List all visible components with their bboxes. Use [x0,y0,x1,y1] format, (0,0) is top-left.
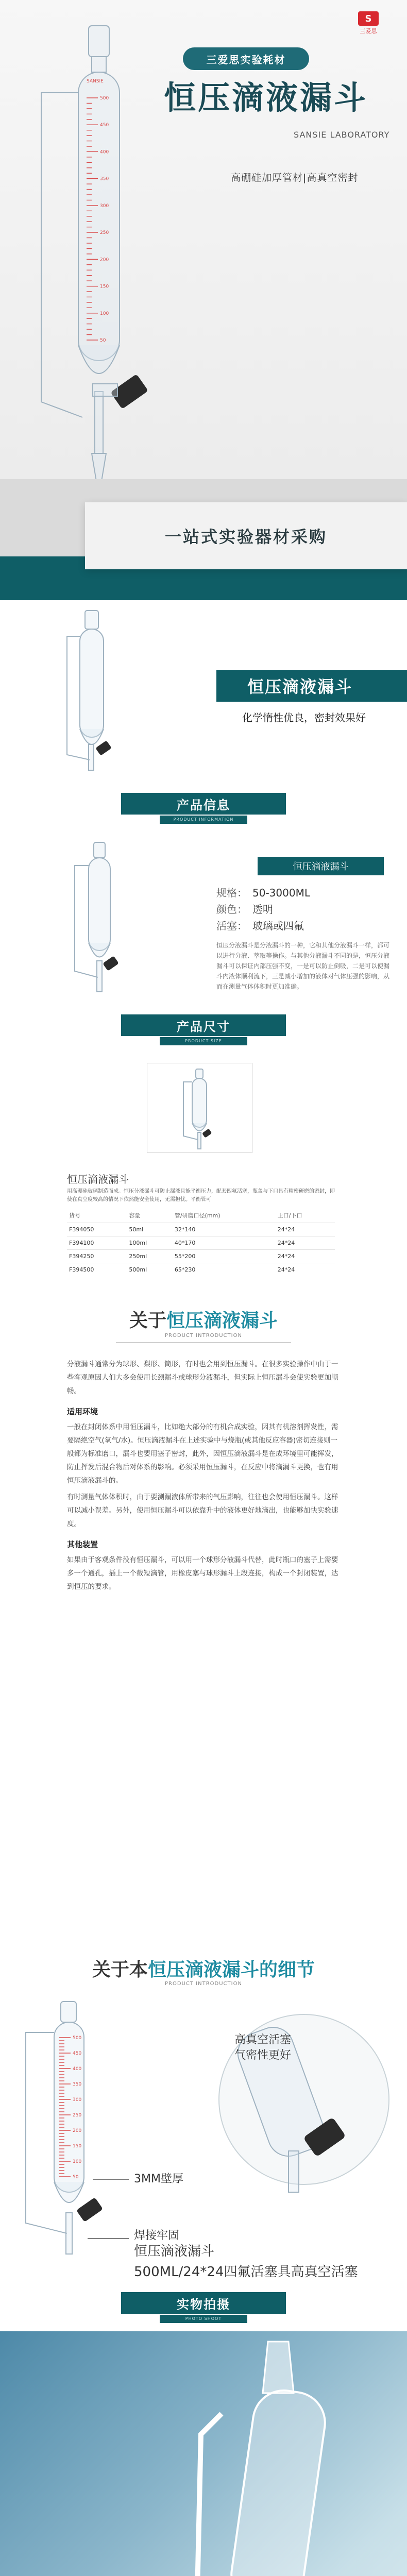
detail-title-highlight: 恒压滴液漏斗的细节 [148,1959,315,1980]
table-row [67,1250,335,1263]
table-row [67,1236,335,1250]
hero-funnel-illustration [21,10,175,489]
slogan-panel [85,502,407,569]
about-paragraph: 如果由于客观条件没有恒压漏斗，可以用一个球形分液漏斗代替，此时瓶口的塞子上需要多一个通孔，插上一个截短滴管，用橡皮塞与球形漏斗上段连接，构成一个封闭装置，达到恒压的要求。 [67,1556,338,1591]
table-cell: 250ml [127,1250,172,1263]
about-section [0,1301,407,1955]
spec-value: 透明 [252,903,273,916]
scale-number: 200 [73,2128,82,2133]
scale-number: 50 [73,2175,79,2180]
detail-section [0,1955,407,2264]
slogan-text: 一站式实验器材采购 [164,527,327,547]
brand-en: SANSIE LABORATORY [294,130,390,140]
size-table [67,1208,335,1276]
brand-pill: 三爱思实验耗材 [183,47,309,70]
detail-note-product: 恒压滴液漏斗 [134,2244,215,2259]
about-subtitle: PRODUCT INTRODUCTION [165,1333,242,1338]
about-title-highlight: 恒压滴液漏斗 [166,1310,278,1331]
scale-number: 250 [73,2113,82,2118]
photo-1-funnel [0,2331,407,2576]
spec-value: 玻璃或四氟 [252,920,304,932]
spec-row-color [216,901,273,916]
product-size-section [0,1054,407,1301]
hero-funnel-label: SANSIE [87,79,104,84]
size-description: 用高硼硅玻璃制造而成。恒压分液漏斗可防止漏液且能平衡压力，配套四氟活塞，瓶盖与下口具有精密研磨的密封，即使在真空度较高的情况下依然能安全使用，无需担忧。平衡管可 [67,1189,335,1202]
product-info-title: 产品信息 [121,793,286,815]
photo-title: 实物拍摄 [121,2292,286,2314]
feature-section [0,600,407,786]
info-funnel-illustration [62,837,144,1002]
spec-key: 规格： [216,887,247,899]
scale-number: 350 [73,2082,82,2087]
spec-row-stopcock [216,918,304,933]
table-cell: F394250 [67,1250,127,1263]
scale-number: 100 [100,311,109,316]
table-cell: 24*24 [276,1263,335,1277]
size-funnel-illustration [175,1066,227,1151]
detail-note-spec: 500ML/24*24四氟活塞具高真空活塞 [134,2264,358,2280]
about-title-prefix: 关于 [129,1310,166,1331]
scale-number: 200 [100,257,109,263]
table-cell: 24*24 [276,1236,335,1250]
brand-logo-mark: S [358,11,379,26]
about-paragraph: 有时测量气体体积时，由于要测漏液体所带来的气压影响，往往也会使用恒压漏斗。这样可以减小误差。另外，使用恒压漏斗可以依靠升中的液体更好地滴出，也能够加快实验速度。 [67,1493,338,1528]
table-cell: 50ml [127,1223,172,1236]
scale-number: 450 [73,2051,82,2056]
table-cell: F394050 [67,1223,127,1236]
size-col-header: 管/研磨口径(mm) [174,1212,221,1219]
scale-number: 400 [100,149,109,155]
scale-number: 350 [100,176,109,182]
scale-number: 300 [73,2097,82,2103]
product-info-subtitle: PRODUCT INFORMATION [160,816,247,824]
photo-1 [0,2331,407,2576]
hero-subtitle: 高硼硅加厚管材|高真空密封 [231,172,359,183]
detail-note-wall: 3MM壁厚 [134,2173,183,2185]
table-cell: 24*24 [276,1223,335,1236]
size-col-header: 容量 [129,1212,141,1219]
detail-note-weld: 焊接牢固 [134,2229,180,2242]
about-intro: 分液漏斗通常分为球形、梨形、筒形，有时也会用到恒压漏斗。在很多实验操作中由于一些客观原因人们大多会使用长颈漏斗或球形分液漏斗，但实际上恒压漏斗会使实验更加顺畅。 [67,1360,338,1395]
table-cell: 55*200 [173,1250,276,1263]
brand-logo[interactable] [350,11,386,34]
scale-number: 400 [73,2066,82,2072]
spec-value: 50-3000ML [252,887,310,899]
table-cell: F394500 [67,1263,127,1277]
product-info-description: 恒压分液漏斗是分液漏斗的一种，它和其他分液漏斗一样，都可以进行分液、萃取等操作。与其他分液漏斗不同的是，恒压分液漏斗可以保证内部压强不变，一是可以防止倒吸，二是可以使漏斗内液体顺利流下，三是减小增加的液体对气体压强的影响，从而在测量气体体积时更加准确。 [216,942,390,990]
photo-subtitle: PHOTO SHOOT [160,2315,247,2323]
scale-number: 500 [73,2036,82,2041]
feature-tagline: 化学惰性优良，密封效果好 [242,711,366,724]
size-col-header: 货号 [69,1212,80,1219]
about-paragraph: 一般在封闭体系中用恒压漏斗，比如绝大部分的有机合成实验，因其有机溶剂挥发性，需要隔绝空气(氧气/水)。恒压滴液漏斗在上述实验中与烧瓶(或其他反应容器)密切连接则一般都为标准磨口，漏斗也要用塞子密封，此外，因恒压滴液漏斗是在成环境里可能挥发，防止挥发后混合物后对体系的影响。必须采用恒压漏斗，在反应中将滴漏斗更换，也有用恒压滴液漏斗的。 [67,1423,338,1485]
scale-number: 500 [100,96,109,101]
detail-note-stopcock [234,2032,291,2063]
detail-note-text: 气密性更好 [234,2049,292,2062]
scale-number: 100 [73,2159,82,2164]
spec-key: 活塞： [216,920,247,932]
scale-number: 150 [73,2144,82,2149]
about-title [0,1306,407,1332]
product-info-head [0,786,407,832]
product-size-subtitle: PRODUCT SIZE [160,1037,247,1045]
product-info-tag: 恒压滴液漏斗 [258,857,384,875]
product-info-section [0,832,407,1007]
about-body [67,1358,340,1597]
spec-key: 颜色： [216,903,247,916]
detail-spec-line [0,2264,407,2285]
detail-note-text: 高真空活塞 [234,2033,292,2046]
product-size-head [0,1007,407,1054]
brand-logo-text: 三爱思 [360,28,377,35]
table-cell: 100ml [127,1236,172,1250]
table-cell: 24*24 [276,1250,335,1263]
table-row [67,1223,335,1236]
detail-illustration [10,1996,402,2259]
scale-number: 150 [100,284,109,290]
hero-section [0,0,407,600]
size-title: 恒压滴液漏斗 [67,1173,129,1185]
table-cell: F394100 [67,1236,127,1250]
table-cell: 500ml [127,1263,172,1277]
about-divider [116,1342,291,1343]
product-size-title: 产品尺寸 [121,1014,286,1036]
table-cell: 40*170 [173,1236,276,1250]
about-heading-other: 其他装置 [67,1540,98,1549]
feature-funnel-illustration [62,605,134,781]
scale-number: 300 [100,203,109,209]
detail-title-prefix: 关于本 [92,1959,148,1980]
table-row [67,1263,335,1277]
photo-head [0,2285,407,2331]
scale-number: 50 [100,338,106,343]
scale-number: 250 [100,230,109,236]
table-cell: 65*230 [173,1263,276,1277]
scale-number: 450 [100,123,109,128]
detail-title [0,1955,407,1981]
size-col-header: 上口/下口 [277,1212,302,1219]
feature-banner: 恒压滴液漏斗 [216,670,407,702]
spec-row-size [216,885,310,900]
table-cell: 32*140 [173,1223,276,1236]
about-heading-env: 适用环境 [67,1407,98,1416]
hero-title: 恒压滴液漏斗 [164,79,368,116]
size-table-header [67,1208,335,1223]
detail-subtitle: PRODUCT INTRODUCTION [165,1981,242,1987]
